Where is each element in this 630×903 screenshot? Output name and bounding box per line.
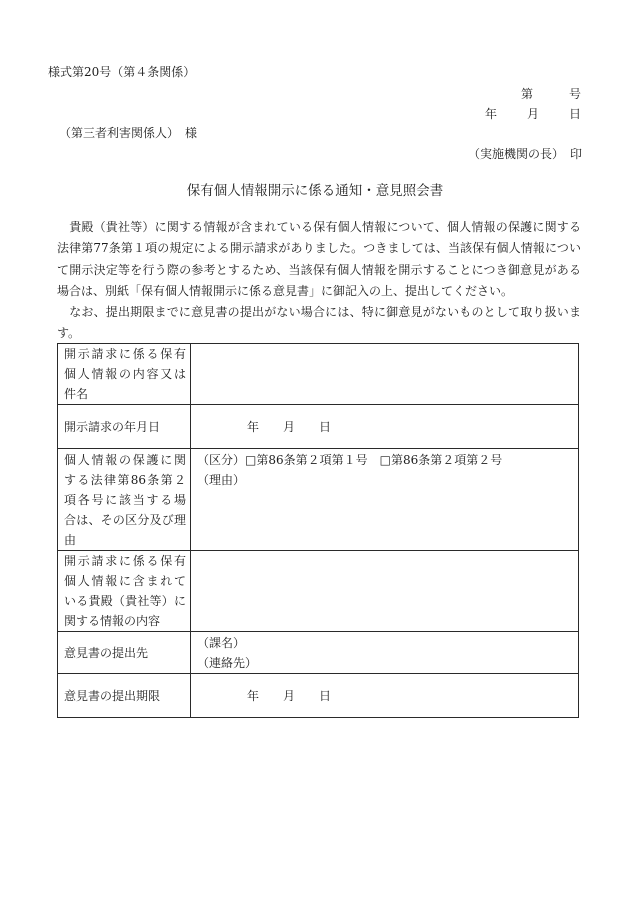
table-row-article-86 [58, 449, 579, 551]
row-label-line: 件名 [64, 387, 89, 401]
notice-line: なお、提出期限までに意見書の提出がない場合には、特に御意見がないものとして取り扱いま [57, 305, 581, 320]
row-label-line: 個人情報の内容又は [64, 367, 186, 381]
third-party-info-field [191, 551, 579, 632]
row-label [58, 344, 191, 405]
form-number: 様式第20号（第４条関係） [48, 65, 196, 79]
row-label-line: 項各号に該当する場 [64, 492, 186, 507]
notice-body [57, 217, 581, 345]
requested-info-field [191, 344, 579, 405]
notice-line: 貴殿（貴社等）に関する情報が含まれている保有個人情報について、個人情報の保護に関する [57, 220, 581, 234]
row-label-line: する法律第86条第２ [64, 472, 186, 487]
reason-label: （理由） [197, 473, 246, 487]
row-label-line: 個人情報に含まれて [64, 574, 186, 588]
notice-line: す。 [57, 326, 81, 341]
row-label-line: 関する情報の内容 [64, 614, 161, 628]
notice-line: 場合は、別紙「保有個人情報開示に係る意見書」に御記入の上、提出してください。 [57, 283, 514, 298]
request-date-field: 年 月 日 [191, 405, 579, 449]
checkbox-option-1: □第86条第２項第１号 [245, 453, 368, 467]
row-label-line: 開示請求に係る保有 [64, 347, 186, 361]
table-row-third-party-info [58, 551, 579, 632]
row-label-line: いる貴殿（貴社等）に [64, 594, 186, 608]
notice-line: 法律第77条第１項の規定による開示請求がありました。つきましては、当該保有個人情報につい [57, 241, 581, 256]
submission-destination-field [191, 632, 579, 674]
contact-label: （連絡先） [197, 655, 258, 670]
table-row-submission-deadline [58, 674, 579, 718]
row-label-line: 開示請求の年月日 [64, 419, 161, 434]
row-label-line: 意見書の提出先 [64, 645, 149, 660]
document-number: 第 号 [520, 87, 585, 101]
row-label-line: 開示請求に係る保有 [64, 554, 186, 568]
row-label [58, 674, 191, 718]
checkbox-option-2: □第86条第２項第２号 [379, 453, 503, 467]
table-row-submission-destination [58, 632, 579, 674]
issue-date: 年 月 日 [484, 107, 583, 121]
row-label-line: 合は、その区分及び理 [64, 512, 186, 527]
row-label-line: 由 [64, 532, 77, 547]
category-line [197, 450, 578, 470]
row-label [58, 632, 191, 674]
section-name-label: （課名） [197, 635, 246, 650]
table-row-request-date [58, 405, 579, 449]
submission-deadline-field: 年 月 日 [191, 674, 579, 718]
notice-line: て開示決定等を行う際の参考とするため、当該保有個人情報を開示することにつき御意見がある [57, 262, 581, 277]
category-reason-field [191, 449, 579, 551]
sender-line: （実施機関の長） 印 [467, 147, 582, 161]
row-label [58, 405, 191, 449]
row-label-line: 個人情報の保護に関 [64, 452, 186, 467]
category-label: （区分） [197, 453, 246, 467]
addressee-line: （第三者利害関係人） 様 [59, 126, 198, 140]
row-label-line: 意見書の提出期限 [64, 688, 161, 703]
row-label [58, 551, 191, 632]
document-title: 保有個人情報開示に係る通知・意見照会書 [186, 183, 444, 199]
info-table [57, 343, 579, 718]
row-label [58, 449, 191, 551]
table-row-requested-info [58, 344, 579, 405]
